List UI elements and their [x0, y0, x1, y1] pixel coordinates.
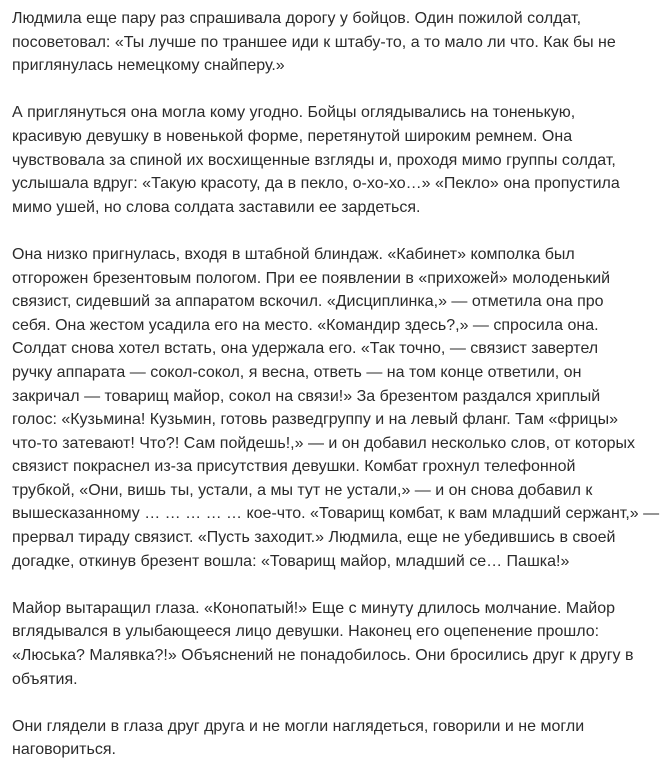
paragraph-3: [12, 243, 668, 573]
paragraph-5: [12, 715, 668, 762]
text-line: отгорожен брезентовым пологом. При ее появлении в «прихожей» молоденький: [12, 269, 611, 287]
paragraph-1: [12, 7, 668, 78]
text-line: Солдат снова хотел встать, она удержала его. «Так точно, — связист завертел: [12, 340, 599, 358]
text-line: связист, сидевший за аппаратом вскочил. «Дисциплинка,» — отметила она про: [12, 293, 604, 311]
text-line: услышала вдруг: «Такую красоту, да в пекло, о-хо-хо…» «Пекло» она пропустила: [12, 175, 620, 193]
text-line: трубкой, «Они, вишь ты, устали, а мы тут не устали,» — и он снова добавил к: [12, 481, 593, 499]
text-line: посоветовал: «Ты лучше по траншее иди к штабу-то, а то мало ли что. Как бы не: [12, 33, 616, 51]
text-line: Они глядели в глаза друг друга и не могли наглядеться, говорили и не могли: [12, 717, 585, 735]
text-line: чувствовала за спиной их восхищенные взгляды и, проходя мимо группы солдат,: [12, 151, 616, 169]
text-line: связист покраснел из-за присутствия девушки. Комбат грохнул телефонной: [12, 458, 576, 476]
article-body: [12, 7, 668, 762]
text-line: А приглянуться она могла кому угодно. Бойцы оглядывались на тоненькую,: [12, 104, 576, 122]
paragraph-2: [12, 101, 668, 219]
text-line: мимо ушей, но слова солдата заставили ее зардеться.: [12, 198, 421, 216]
text-line: голос: «Кузьмина! Кузьмин, готовь разведгруппу и на левый фланг. Там «фрицы»: [12, 411, 618, 429]
text-line: что-то затевают! Что?! Сам пойдешь!,» — и он добавил несколько слов, от которых: [12, 434, 636, 452]
text-line: вышесказанному … … … … … кое-что. «Товарищ комбат, к вам младший сержант,» —: [12, 505, 660, 523]
text-line: вглядывался в улыбающееся лицо девушки. Наконец его оцепенение прошло:: [12, 623, 600, 641]
text-line: ручку аппарата — сокол-сокол, я весна, ответь — на том конце ответили, он: [12, 363, 582, 381]
text-line: себя. Она жестом усадила его на место. «Командир здесь?,» — спросила она.: [12, 316, 599, 334]
paragraph-4: [12, 597, 668, 691]
text-line: наговориться.: [12, 741, 116, 759]
text-line: Она низко пригнулась, входя в штабной блиндаж. «Кабинет» комполка был: [12, 245, 575, 263]
text-line: «Люська? Малявка?!» Объяснений не понадобилось. Они бросились друг к другу в: [12, 647, 634, 665]
text-line: приглянулась немецкому снайперу.»: [12, 57, 285, 75]
text-line: объятия.: [12, 670, 78, 688]
text-line: Людмила еще пару раз спрашивала дорогу у бойцов. Один пожилой солдат,: [12, 10, 582, 27]
text-line: закричал — товарищ майор, сокол на связи!» За брезентом раздался хриплый: [12, 387, 601, 405]
text-line: прервал тираду связист. «Пусть заходит.» Людмила, еще не убедившись в своей: [12, 529, 616, 547]
text-line: красивую девушку в новенькой форме, перетянутой широким ремнем. Она: [12, 127, 573, 145]
text-line: догадке, откинув брезент вошла: «Товарищ майор, младший се… Пашка!»: [12, 552, 570, 570]
text-line: Майор вытаращил глаза. «Конопатый!» Еще с минуту длилось молчание. Майор: [12, 599, 616, 617]
